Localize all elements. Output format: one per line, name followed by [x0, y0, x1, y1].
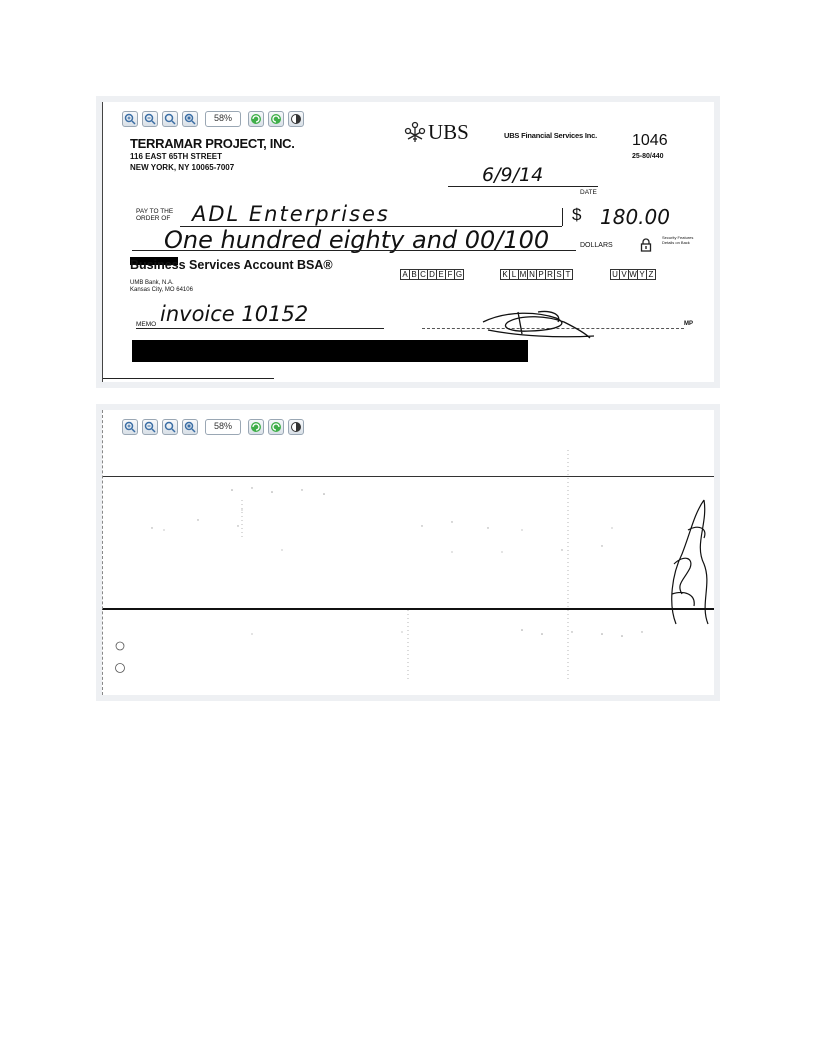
amount-words-handwritten: One hundred eighty and 00/100: [164, 226, 550, 254]
order-of-label: ORDER OF: [136, 215, 171, 222]
letter-group-3: [610, 269, 655, 280]
letter-box: Y: [637, 269, 647, 280]
check-front-image: [102, 102, 714, 382]
signature-handwritten-icon: [478, 304, 598, 344]
memo-handwritten: invoice 10152: [160, 302, 309, 326]
dollar-sign: $: [572, 205, 582, 224]
letter-box: M: [519, 270, 527, 279]
letter-box: N: [527, 269, 537, 280]
mp-label: MP: [684, 321, 693, 327]
memo-line: [136, 328, 384, 329]
check-back-panel: [96, 404, 720, 701]
rotate-left-icon[interactable]: [248, 111, 264, 127]
fit-page-icon[interactable]: [182, 111, 198, 127]
payor-bank-line2: Kansas City, MO 64106: [130, 287, 193, 293]
letter-box: T: [563, 269, 573, 280]
letter-box: A: [400, 269, 410, 280]
invert-contrast-icon[interactable]: [288, 111, 304, 127]
company-address-line1: 116 EAST 65TH STREET: [130, 152, 223, 161]
scan-noise-specks: [102, 410, 714, 695]
letter-box: K: [500, 269, 510, 280]
pay-to-label: PAY TO THE: [136, 208, 174, 215]
letter-box: U: [610, 269, 620, 280]
letter-box: W: [629, 270, 637, 279]
company-address-line2: NEW YORK, NY 10065-7007: [130, 163, 235, 172]
crop-edge-line: [102, 378, 274, 379]
payor-bank-line1: UMB Bank, N.A.: [130, 280, 174, 286]
left-edge-line: [102, 102, 103, 382]
viewer-toolbar: [122, 110, 304, 128]
date-label: DATE: [580, 189, 597, 196]
letter-box: D: [427, 269, 437, 280]
check-front-panel: [96, 96, 720, 388]
letter-group-2: [500, 269, 572, 280]
zoom-out-icon[interactable]: [142, 111, 158, 127]
company-name: TERRAMAR PROJECT, INC.: [130, 136, 295, 151]
letter-box: S: [554, 269, 564, 280]
date-line: [448, 186, 598, 187]
zoom-in-icon[interactable]: [122, 111, 138, 127]
amount-handwritten: 180.00: [600, 205, 670, 229]
redaction-bar-micr: [132, 340, 528, 362]
zoom-level-field[interactable]: 58%: [205, 111, 241, 127]
letter-box: P: [536, 269, 546, 280]
zoom-level-field[interactable]: 58%: [205, 419, 241, 435]
letter-box: Z: [646, 269, 656, 280]
dollars-label: DOLLARS: [580, 242, 613, 249]
letter-box: C: [418, 269, 428, 280]
letter-box: V: [619, 269, 629, 280]
letter-box: G: [455, 270, 463, 279]
letter-group-1: [400, 269, 463, 280]
bank-logo: UBS: [428, 120, 469, 144]
letter-box: F: [445, 269, 455, 280]
routing-fraction: 25-80/440: [632, 153, 664, 160]
endorsement-signature-icon: [664, 494, 714, 634]
letter-box: B: [409, 269, 419, 280]
check-back-image: [102, 410, 714, 695]
rotate-right-icon[interactable]: [268, 111, 284, 127]
amount-words-line: [132, 250, 576, 251]
check-number: 1046: [632, 132, 668, 149]
ubs-keys-logo-icon: [404, 120, 426, 149]
date-handwritten: 6/9/14: [482, 164, 544, 186]
security-note: Security Features Details on Back: [662, 235, 694, 245]
payee-handwritten: ADL Enterprises: [192, 202, 390, 226]
padlock-icon: [640, 238, 652, 257]
bank-name: UBS Financial Services Inc.: [504, 131, 597, 140]
payee-line-end: [562, 208, 563, 226]
actual-size-icon[interactable]: [162, 111, 178, 127]
account-name: Business Services Account BSA®: [130, 258, 333, 272]
letter-box: L: [509, 269, 519, 280]
memo-label: MEMO: [136, 321, 157, 328]
letter-box: R: [545, 269, 555, 280]
letter-box: E: [436, 269, 446, 280]
